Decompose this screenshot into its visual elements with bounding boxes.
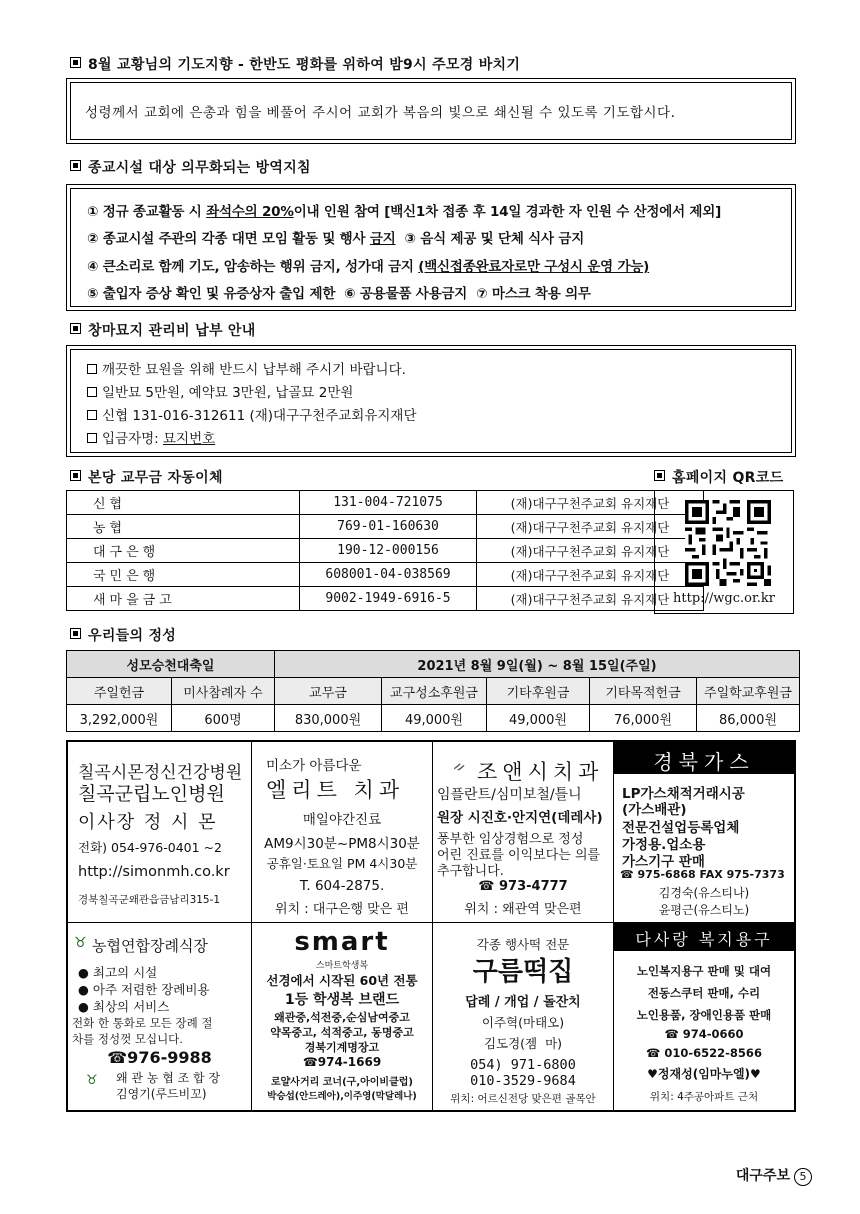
ad3-line: 위치 : 왜관역 맞은편 bbox=[464, 902, 582, 917]
nonghyup-logo-icon-2: ♉ bbox=[86, 1073, 98, 1088]
ad6-line: 박승섭(안드레아),이주영(막달레나) bbox=[267, 1091, 417, 1102]
nonghyup-logo-icon: ♉ bbox=[74, 935, 87, 951]
bank-owner: (재)대구구천주교회 유지재단 bbox=[477, 539, 704, 563]
intention-text: 성령께서 교회에 은총과 힘을 베풀어 주시어 교회가 복음의 빛으로 쇄신될 수 있도록 기도합시다. bbox=[85, 105, 676, 121]
ad4-line: 윤평근(유스티노) bbox=[658, 903, 750, 917]
ad1-line: 이사장 정 시 몬 bbox=[78, 812, 218, 833]
bank-name: 대구은행 bbox=[67, 539, 300, 563]
quarantine-title: 종교시설 대상 의무화되는 방역지침 bbox=[70, 157, 311, 177]
bank-row bbox=[67, 491, 704, 515]
offering-col: 기타후원금 bbox=[487, 678, 590, 705]
bank-account: 9002-1949-6916-5 bbox=[300, 587, 477, 611]
ad8-line: 전동스쿠터 판매, 수리 bbox=[647, 986, 761, 1000]
ad5-line: ● 최상의 서비스 bbox=[78, 999, 170, 1014]
ad8-line: 위치: 4주공아파트 근처 bbox=[649, 1091, 759, 1103]
ad5-line: 차를 정성껏 모십니다. bbox=[72, 1032, 183, 1046]
ad3-phone: ☎ 973-4777 bbox=[478, 879, 568, 894]
offering-value: 830,000원 bbox=[275, 705, 382, 732]
ad1-line: 칠곡군립노인병원 bbox=[78, 783, 225, 805]
ad4-phone: ☎ 975-6868 FAX 975-7373 bbox=[620, 868, 785, 881]
offering-value: 49,000원 bbox=[487, 705, 590, 732]
offering-values-row bbox=[67, 705, 800, 732]
bank-row bbox=[67, 539, 704, 563]
ad2-line: 공휴일·토요일 PM 4시30분 bbox=[266, 856, 418, 871]
offering-col: 교구성소후원금 bbox=[382, 678, 487, 705]
cemetery-box bbox=[66, 345, 796, 457]
offering-columns-row bbox=[67, 678, 800, 705]
ad-dasarang-welfare bbox=[614, 923, 794, 1112]
ad4-line: 가정용.업소용 bbox=[622, 837, 706, 853]
offering-value: 76,000원 bbox=[590, 705, 697, 732]
ad7-phone: 010-3529-9684 bbox=[470, 1073, 576, 1089]
cemetery-line-3: 신협 131-016-312611 (재)대구구천주교회유지재단 bbox=[87, 404, 417, 424]
smart-logo: smart bbox=[294, 927, 390, 957]
offering-title: 우리들의 정성 bbox=[70, 625, 176, 645]
offering-period: 2021년 8월 9일(월) ~ 8월 15일(주일) bbox=[275, 651, 800, 678]
cemetery-line-4: 입금자명: 묘지번호 bbox=[87, 427, 215, 447]
ad7-line: 이주혁(마태오) bbox=[481, 1015, 565, 1030]
ad6-line: 왜관중,석전중,순심남여중고 bbox=[274, 1011, 410, 1024]
ad8-line: 노인용품, 장애인용품 판매 bbox=[636, 1008, 772, 1022]
ad-elite-dental bbox=[252, 742, 432, 922]
ad6-line: 선경에서 시작된 60년 전통 bbox=[266, 973, 418, 988]
ad-gyeongbuk-gas bbox=[614, 742, 794, 922]
quarantine-line-2: ② 종교시설 주관의 각종 대면 모임 활동 및 행사 금지 ③ 음식 제공 및 단체 식사 금지 bbox=[87, 231, 585, 247]
offering-value: 49,000원 bbox=[382, 705, 487, 732]
ad7-line: 답례 / 개업 / 돌잔치 bbox=[465, 995, 581, 1010]
ad7-line: 위치: 어르신전당 맞은편 골목안 bbox=[450, 1093, 596, 1105]
quarantine-line-1: ① 정규 종교활동 시 좌석수의 20%이내 인원 참여 [백신1차 접종 후 14일 경과한 자 인원 수 산정에서 제외] bbox=[87, 204, 722, 220]
ad2-line: AM9시30분~PM8시30분 bbox=[264, 836, 420, 852]
offering-value: 600명 bbox=[172, 705, 275, 732]
offering-header-row bbox=[67, 651, 800, 678]
ad4-line: LP가스채적거래시공 bbox=[622, 786, 745, 802]
bank-title: 본당 교무금 자동이체 bbox=[70, 467, 223, 487]
bank-owner: (재)대구구천주교회 유지재단 bbox=[477, 563, 704, 587]
quarantine-box bbox=[66, 184, 796, 311]
bank-account: 769-01-160630 bbox=[300, 515, 477, 539]
ad4-line: 전문건설업등록업체 bbox=[622, 820, 740, 836]
bank-account: 190-12-000156 bbox=[300, 539, 477, 563]
ad4-line: (가스배관) bbox=[622, 802, 687, 818]
ad8-phone: ☎ 974-0660 bbox=[664, 1027, 744, 1041]
ad3-line: 어린 진료를 이익보다는 의를 bbox=[437, 848, 601, 863]
ad7-line: 김도경(젬 마) bbox=[483, 1036, 563, 1051]
offering-col: 주일학교후원금 bbox=[697, 678, 800, 705]
bank-table bbox=[66, 490, 704, 611]
ad-joan-dental bbox=[433, 742, 613, 922]
offering-value: 86,000원 bbox=[697, 705, 800, 732]
qr-code-icon[interactable] bbox=[685, 500, 771, 586]
ad1-line: 전화) 054-976-0401 ~2 bbox=[78, 840, 222, 855]
qr-title: 홈페이지 QR코드 bbox=[654, 467, 783, 487]
ad5-phone: ☎976-9988 bbox=[107, 1048, 212, 1067]
ad5-line: 전화 한 통화로 모든 장례 절 bbox=[72, 1016, 213, 1030]
ad5-line: ● 최고의 시설 bbox=[78, 965, 158, 980]
ad3-line: 풍부한 임상경험으로 정성 bbox=[437, 832, 584, 847]
ad4-line: 김경숙(유스티나) bbox=[658, 886, 750, 900]
bank-owner: (재)대구구천주교회 유지재단 bbox=[477, 491, 704, 515]
ad6-line: 1등 학생복 브랜드 bbox=[284, 992, 400, 1008]
ad1-line: 경북칠곡군왜관읍금남리315-1 bbox=[78, 894, 221, 906]
quarantine-line-4: ⑤ 출입자 증상 확인 및 유증상자 출입 제한 ⑥ 공용물품 사용금지 ⑦ 마스크 착용 의무 bbox=[87, 286, 591, 302]
ad8-line: ♥정재성(임마누엘)♥ bbox=[647, 1067, 761, 1081]
ad7-title: 구름떡집 bbox=[472, 957, 574, 987]
bank-name: 농협 bbox=[67, 515, 300, 539]
ad3-line: 추구합니다. bbox=[437, 864, 504, 879]
bank-row bbox=[67, 587, 704, 611]
quarantine-line-3: ④ 큰소리로 함께 기도, 암송하는 행위 금지, 성가대 금지 (백신접종완료자로만 구성시 운영 가능) bbox=[87, 259, 650, 275]
ad6-line: 경북기계명장고 bbox=[304, 1041, 380, 1054]
bank-account: 608001-04-038569 bbox=[300, 563, 477, 587]
ad2-line: T. 604-2875. bbox=[299, 878, 385, 894]
bank-owner: (재)대구구천주교회 유지재단 bbox=[477, 515, 704, 539]
cemetery-title: 창마묘지 관리비 납부 안내 bbox=[70, 320, 256, 340]
intention-box bbox=[66, 78, 796, 144]
ad3-line: 임플란트/심미보철/틀니 bbox=[437, 787, 582, 803]
ads-block bbox=[66, 740, 796, 1112]
ad6-line: 약목중고, 석적중고, 동명중고 bbox=[270, 1026, 414, 1039]
ad5-line: 김영기(루드비꼬) bbox=[116, 1087, 207, 1101]
ad-simon-hospital bbox=[68, 742, 251, 922]
ad6-phone: ☎974-1669 bbox=[302, 1055, 382, 1069]
ad-smart-uniform bbox=[252, 923, 432, 1112]
page-footer bbox=[736, 1165, 812, 1186]
ad6-line: 스마트학생복 bbox=[315, 961, 369, 971]
bank-row bbox=[67, 515, 704, 539]
bank-owner: (재)대구구천주교회 유지재단 bbox=[477, 587, 704, 611]
ad2-line: 미소가 아름다운 bbox=[266, 758, 362, 774]
ad5-line: 왜 관 농 협 조 합 장 bbox=[116, 1071, 221, 1085]
ad3-title: 조앤시치과 bbox=[477, 760, 604, 784]
homepage-url[interactable]: http://wgc.or.kr bbox=[673, 591, 775, 606]
bank-name: 신협 bbox=[67, 491, 300, 515]
offering-col: 기타목적헌금 bbox=[590, 678, 697, 705]
ad1-url[interactable]: http://simonmh.co.kr bbox=[78, 864, 230, 880]
ad-gureum-rice-cake bbox=[433, 923, 613, 1112]
footer-label: 대구주보 bbox=[735, 1168, 790, 1184]
ad7-phone: 054) 971-6800 bbox=[470, 1057, 576, 1073]
ad6-line: 로얄사거리 코너(구,아이비클럽) bbox=[270, 1077, 413, 1088]
ad1-line: 칠곡시몬정신건강병원 bbox=[78, 763, 243, 783]
offering-feast: 성모승천대축일 bbox=[67, 651, 275, 678]
offering-col: 미사참례자 수 bbox=[172, 678, 275, 705]
offering-value: 3,292,000원 bbox=[67, 705, 172, 732]
ad3-line: 원장 시진호·안지연(데레사) bbox=[437, 810, 603, 826]
cemetery-line-1: 깨끗한 묘원을 위해 반드시 납부해 주시기 바랍니다. bbox=[87, 358, 406, 378]
intention-title: 8월 교황님의 기도지향 - 한반도 평화를 위하여 밤9시 주모경 바치기 bbox=[70, 54, 520, 74]
ad4-line: 가스기구 판매 bbox=[622, 854, 705, 870]
ad2-line: 위치 : 대구은행 맞은 편 bbox=[275, 902, 409, 917]
offering-col: 교무금 bbox=[275, 678, 382, 705]
ad4-title: 경북가스 bbox=[653, 750, 755, 774]
tooth-logo-icon: ᨀ bbox=[453, 756, 467, 775]
ad7-line: 각종 행사떡 전문 bbox=[476, 937, 570, 952]
bank-account: 131-004-721075 bbox=[300, 491, 477, 515]
offering-col: 주일헌금 bbox=[67, 678, 172, 705]
page-number: 5 bbox=[794, 1168, 812, 1186]
bank-name: 새마을금고 bbox=[67, 587, 300, 611]
qr-box bbox=[654, 490, 794, 614]
ad-nonghyup-funeral bbox=[68, 923, 251, 1112]
ad2-title: 엘리트 치과 bbox=[266, 778, 405, 802]
ad5-title: 농협연합장례식장 bbox=[92, 937, 208, 955]
ad8-title: 다사랑 복지용구 bbox=[635, 930, 773, 949]
offering-table bbox=[66, 650, 800, 732]
ad2-line: 매일야간진료 bbox=[302, 812, 382, 828]
ad8-phone: ☎ 010-6522-8566 bbox=[646, 1046, 762, 1060]
ad5-line: ● 아주 저렴한 장례비용 bbox=[78, 982, 210, 997]
cemetery-line-2: 일반묘 5만원, 예약묘 3만원, 납골묘 2만원 bbox=[87, 381, 353, 401]
ad8-line: 노인복지용구 판매 및 대여 bbox=[636, 964, 772, 978]
bank-name: 국민은행 bbox=[67, 563, 300, 587]
bank-row bbox=[67, 563, 704, 587]
